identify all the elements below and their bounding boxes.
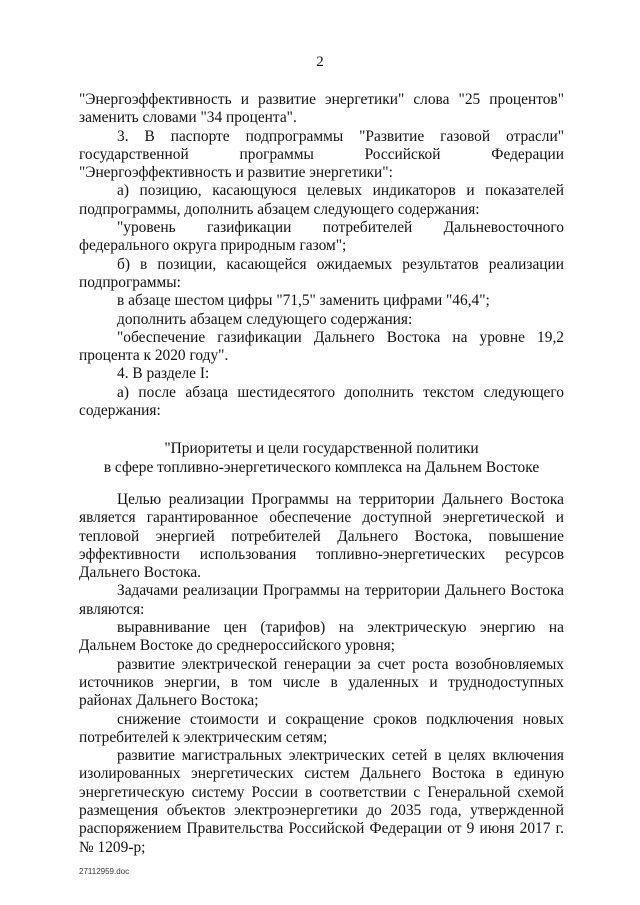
section-heading-line: в сфере топливно-энергетического комплекса на Дальнем Востоке xyxy=(103,458,540,476)
paragraph: 4. В разделе I: xyxy=(117,365,210,383)
document-body xyxy=(79,91,564,857)
paragraph: развитие магистральных электрических сетей в целях включения изолированных энергетических систем Дальнего Востока в единую энергетическую систему России в соответствии с Генеральной схемой размещения объектов электроэнергетики до 2035 года, утвержденной распоряжением Правительства Российской Федерации от 9 июня 2017 г. № 1209-р; xyxy=(79,747,564,856)
paragraph: Задачами реализации Программы на территории Дальнего Востока являются: xyxy=(79,582,564,618)
paragraph: выравнивание цен (тарифов) на электрическую энергию на Дальнем Востоке до среднероссийского уровня; xyxy=(79,619,564,655)
paragraph: б) в позиции, касающейся ожидаемых результатов реализации подпрограммы: xyxy=(79,255,564,291)
paragraph: а) после абзаца шестидесятого дополнить текстом следующего содержания: xyxy=(79,383,564,420)
paragraph: Целью реализации Программы на территории Дальнего Востока является гарантированное обеспечение доступной энергетической и тепловой энергией потребителей Дальнего Востока, повышение эффективности использования топливно-энергетических ресурсов Дальнего Востока. xyxy=(79,490,564,582)
paragraph: а) позицию, касающуюся целевых индикаторов и показателей подпрограммы, дополнить абзацем следующего содержания: xyxy=(79,182,564,218)
paragraph: развитие электрической генерации за счет роста возобновляемых источников энергии, в том числе в удаленных и труднодоступных районах Дальнего Востока; xyxy=(79,655,564,710)
section-heading xyxy=(79,440,564,477)
paragraph: снижение стоимости и сокращение сроков подключения новых потребителей к электрическим сетям; xyxy=(79,710,564,746)
section-heading-line: "Приоритеты и цели государственной политики xyxy=(164,440,479,458)
inserted-text-paragraphs xyxy=(79,491,564,857)
paragraph: "Энергоэффективность и развитие энергетики" слова "25 процентов" заменить словами "34 процента". xyxy=(79,91,564,127)
amendment-paragraphs xyxy=(79,91,564,420)
paragraph: дополнить абзацем следующего содержания: xyxy=(117,310,413,328)
paragraph: в абзаце шестом цифры "71,5" заменить цифрами "46,4"; xyxy=(117,292,490,310)
footer-filename: 27112959.doc xyxy=(79,867,130,876)
paragraph: 3. В паспорте подпрограммы "Развитие газовой отрасли" государственной программы Российской Федерации "Энергоэффективность и развитие энергетики": xyxy=(79,127,564,182)
paragraph: "уровень газификации потребителей Дальневосточного федерального округа природным газом"; xyxy=(79,219,564,255)
page-number: 2 xyxy=(316,54,324,70)
paragraph: "обеспечение газификации Дальнего Востока на уровне 19,2 процента к 2020 году". xyxy=(79,328,564,365)
